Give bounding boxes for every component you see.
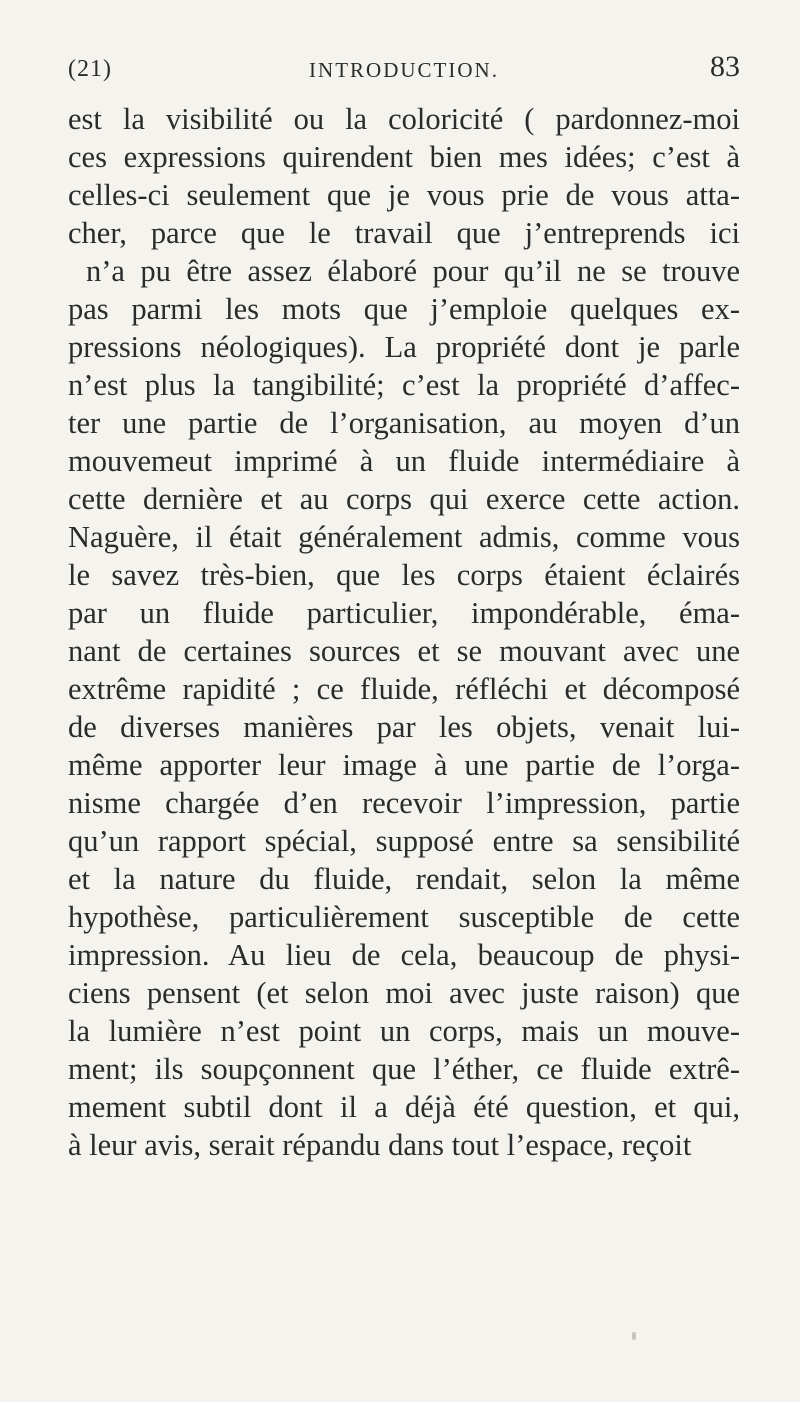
running-head bbox=[68, 50, 740, 90]
text-line: mouvemeut imprimé à un fluide intermédiaire à bbox=[68, 444, 740, 478]
text-line: pressions néologiques). La propriété dont je parle bbox=[68, 330, 740, 364]
running-title: INTRODUCTION. bbox=[309, 58, 499, 82]
text-line: la lumière n’est point un corps, mais un mouve- bbox=[68, 1014, 740, 1048]
text-line: à leur avis, serait répandu dans tout l’espace, reçoit bbox=[68, 1128, 692, 1162]
text-line: Naguère, il était généralement admis, comme vous bbox=[68, 520, 740, 554]
text-line: et la nature du fluide, rendait, selon la même bbox=[68, 862, 740, 896]
text-line: le savez très-bien, que les corps étaient éclairés bbox=[68, 558, 740, 592]
body-text bbox=[68, 100, 740, 1164]
text-line: de diverses manières par les objets, venait lui- bbox=[68, 710, 740, 744]
text-line: cette dernière et au corps qui exerce cette action. bbox=[68, 482, 740, 516]
text-line: cher, parce que le travail que j’entreprends ici bbox=[68, 216, 740, 250]
text-line: par un fluide particulier, impondérable, éma- bbox=[68, 596, 740, 630]
text-line: mement subtil dont il a déjà été question, et qui, bbox=[68, 1090, 740, 1124]
text-line: ment; ils soupçonnent que l’éther, ce fluide extrê- bbox=[68, 1052, 740, 1086]
text-line: n’est plus la tangibilité; c’est la propriété d’affec- bbox=[68, 368, 740, 402]
text-line: nant de certaines sources et se mouvant avec une bbox=[68, 634, 740, 668]
text-line: nisme chargée d’en recevoir l’impression, partie bbox=[68, 786, 740, 820]
text-line: qu’un rapport spécial, supposé entre sa sensibilité bbox=[68, 824, 740, 858]
text-line: ces expressions quirendent bien mes idées; c’est à bbox=[68, 140, 740, 174]
text-line: impression. Au lieu de cela, beaucoup de physi- bbox=[68, 938, 740, 972]
text-line: ter une partie de l’organisation, au moyen d’un bbox=[68, 406, 740, 440]
text-line: pas parmi les mots que j’emploie quelques ex- bbox=[68, 292, 740, 326]
text-line: hypothèse, particulièrement susceptible de cette bbox=[68, 900, 740, 934]
text-line: extrême rapidité ; ce fluide, réfléchi et décomposé bbox=[68, 672, 740, 706]
page-number: 83 bbox=[710, 50, 740, 83]
text-line: n’a pu être assez élaboré pour qu’il ne se trouve bbox=[86, 254, 740, 288]
text-line: ciens pensent (et selon moi avec juste raison) que bbox=[68, 976, 740, 1010]
text-line: est la visibilité ou la coloricité ( pardonnez-moi bbox=[68, 102, 740, 136]
paper-speck bbox=[632, 1332, 636, 1340]
text-line: même apporter leur image à une partie de l’orga- bbox=[68, 748, 740, 782]
text-line: celles-ci seulement que je vous prie de vous atta- bbox=[68, 178, 740, 212]
section-mark: (21) bbox=[68, 56, 112, 82]
